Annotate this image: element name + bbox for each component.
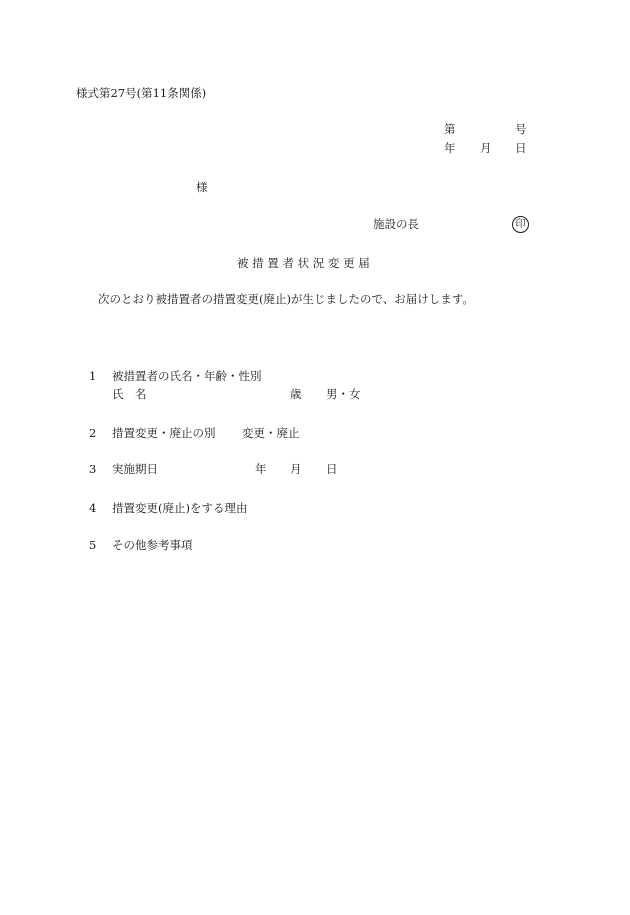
item-number: 3	[89, 462, 97, 476]
intro-text: 次のとおり被措置者の措置変更(廃止)が生じましたので、お届けします。	[98, 292, 474, 306]
item-number: 5	[89, 538, 97, 552]
header-year: 年	[444, 141, 456, 155]
item-label: 被措置者の氏名・年齢・性別	[112, 369, 262, 383]
item-label: 措置変更・廃止の別	[112, 426, 216, 440]
gender-options: 男・女	[326, 387, 361, 401]
form-number: 様式第27号(第11条関係)	[76, 86, 207, 100]
header-dai: 第	[444, 122, 456, 136]
date-year: 年	[255, 462, 267, 476]
header-month: 月	[480, 141, 492, 155]
date-month: 月	[290, 462, 302, 476]
addressee-suffix: 様	[196, 180, 208, 194]
item-label: 措置変更(廃止)をする理由	[112, 501, 248, 515]
facility-head: 施設の長	[373, 217, 419, 231]
header-go: 号	[515, 122, 527, 136]
name-label: 氏 名	[112, 387, 147, 401]
change-abolish-value: 変更・廃止	[242, 426, 300, 440]
document-title: 被 措 置 者 状 況 変 更 届	[237, 256, 370, 270]
item-label: 実施期日	[112, 462, 158, 476]
item-number: 2	[89, 426, 97, 440]
header-day: 日	[515, 141, 527, 155]
seal-icon: 印	[512, 216, 529, 233]
date-day: 日	[326, 462, 338, 476]
item-number: 4	[89, 501, 97, 515]
age-unit: 歳	[290, 387, 302, 401]
item-label: その他参考事項	[112, 538, 193, 552]
item-number: 1	[89, 369, 97, 383]
